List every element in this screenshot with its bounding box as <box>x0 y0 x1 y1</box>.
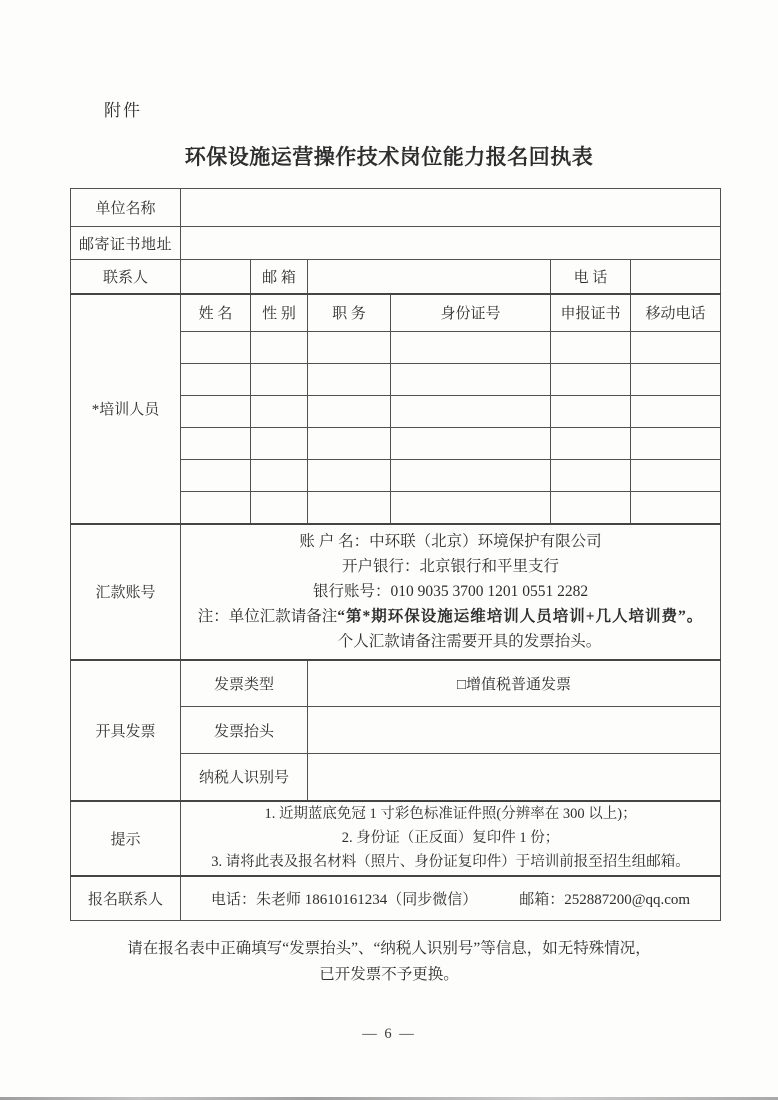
remittance-account-name: 账 户 名：中环联（北京）环境保护有限公司 <box>299 533 602 550</box>
contact-label: 联系人 <box>71 260 181 294</box>
invoice-title-value <box>308 707 721 754</box>
remittance-label: 汇款账号 <box>71 524 181 660</box>
signup-contact-label: 报名联系人 <box>71 876 181 921</box>
vat-invoice-checkbox-option: □增值税普通发票 <box>308 660 721 707</box>
row-remittance <box>71 524 721 660</box>
trainee-cell <box>391 396 551 428</box>
trainee-cell <box>631 428 721 460</box>
trainee-cell <box>308 460 391 492</box>
trainee-cell <box>391 364 551 396</box>
trainee-cell <box>308 492 391 524</box>
footer-note <box>0 936 778 988</box>
trainee-cell <box>181 364 251 396</box>
trainee-cell <box>308 364 391 396</box>
page-number: — 6 — <box>362 1026 416 1042</box>
trainee-cell <box>631 492 721 524</box>
trainee-cell <box>308 428 391 460</box>
unit-name-label: 单位名称 <box>71 189 181 227</box>
trainee-cell <box>391 460 551 492</box>
invoice-title-label: 发票抬头 <box>181 707 308 754</box>
mail-address-value <box>181 227 721 260</box>
remittance-note-prefix: 注：单位汇款请备注 <box>197 608 338 625</box>
unit-name-value <box>181 189 721 227</box>
trainee-cell <box>391 428 551 460</box>
tip-item-3: 3. 请将此表及报名材料（照片、身份证复印件）于培训前报至招生组邮箱。 <box>211 854 690 870</box>
trainee-cell <box>251 364 308 396</box>
trainee-cell <box>391 332 551 364</box>
contact-phone-value <box>631 260 721 294</box>
remittance-note-line2: 个人汇款请备注需要开具的发票抬头。 <box>337 633 602 650</box>
remittance-account-number: 银行账号：010 9035 3700 1201 0551 2282 <box>312 583 589 600</box>
col-header-name: 姓 名 <box>181 294 251 332</box>
remittance-note-emphasis: “第*期环保设施运维培训人员培训+几人培训费”。 <box>337 608 704 625</box>
invoice-type-label: 发票类型 <box>181 660 308 707</box>
contact-email-value <box>308 260 551 294</box>
page-title: 环保设施运营操作技术岗位能力报名回执表 <box>184 145 594 169</box>
trainee-cell <box>251 460 308 492</box>
trainee-cell <box>181 460 251 492</box>
col-header-position: 职 务 <box>308 294 391 332</box>
trainee-cell <box>631 396 721 428</box>
trainee-cell <box>251 428 308 460</box>
trainee-cell <box>551 428 631 460</box>
trainee-cell <box>251 396 308 428</box>
trainee-cell <box>551 492 631 524</box>
contact-phone-label: 电 话 <box>551 260 631 294</box>
footer-note-line2: 已开发票不予更换。 <box>319 966 459 983</box>
attachment-label: 附件 <box>104 101 142 120</box>
trainee-cell <box>308 396 391 428</box>
col-header-certificate: 申报证书 <box>551 294 631 332</box>
trainee-cell <box>181 428 251 460</box>
row-unit-name <box>71 189 721 227</box>
trainee-cell <box>551 460 631 492</box>
signup-contact-info <box>181 876 721 921</box>
trainee-cell <box>551 396 631 428</box>
trainee-cell <box>391 492 551 524</box>
tips-content <box>181 801 721 876</box>
remittance-bank: 开户银行：北京银行和平里支行 <box>342 558 560 575</box>
row-contact <box>71 260 721 294</box>
trainee-cell <box>181 492 251 524</box>
trainee-cell <box>631 332 721 364</box>
col-header-mobile: 移动电话 <box>631 294 721 332</box>
trainee-cell <box>181 332 251 364</box>
mail-address-label: 邮寄证书地址 <box>71 227 181 260</box>
tip-item-2: 2. 身份证（正反面）复印件 1 份； <box>341 830 560 846</box>
trainee-cell <box>181 396 251 428</box>
row-tips <box>71 801 721 876</box>
registration-form-table <box>70 188 721 921</box>
trainee-cell <box>308 332 391 364</box>
footer-note-line1: 请在报名表中正确填写“发票抬头”、“纳税人识别号”等信息，如无特殊情况， <box>127 940 651 957</box>
tip-item-1: 1. 近期蓝底免冠 1 寸彩色标准证件照(分辨率在 300 以上)； <box>264 806 637 822</box>
contact-value <box>181 260 251 294</box>
contact-email-label: 邮 箱 <box>251 260 308 294</box>
trainee-cell <box>251 492 308 524</box>
row-invoice-type <box>71 660 721 707</box>
trainee-cell <box>631 364 721 396</box>
col-header-gender: 性 别 <box>251 294 308 332</box>
row-signup-contact <box>71 876 721 921</box>
signup-contact-phone: 电话：朱老师 18610161234（同步微信） <box>210 891 478 908</box>
trainees-label: *培训人员 <box>71 294 181 524</box>
trainee-cell <box>551 332 631 364</box>
trainee-cell <box>251 332 308 364</box>
col-header-id-number: 身份证号 <box>391 294 551 332</box>
trainee-cell <box>631 460 721 492</box>
trainee-cell <box>551 364 631 396</box>
tips-label: 提示 <box>71 801 181 876</box>
invoice-label: 开具发票 <box>71 660 181 801</box>
trainee-header-row <box>71 294 721 332</box>
tax-id-label: 纳税人识别号 <box>181 754 308 801</box>
remittance-details <box>181 524 721 660</box>
remittance-note <box>183 604 718 629</box>
tax-id-value <box>308 754 721 801</box>
row-mail-address <box>71 227 721 260</box>
signup-contact-email: 邮箱：252887200@qq.com <box>519 891 691 908</box>
